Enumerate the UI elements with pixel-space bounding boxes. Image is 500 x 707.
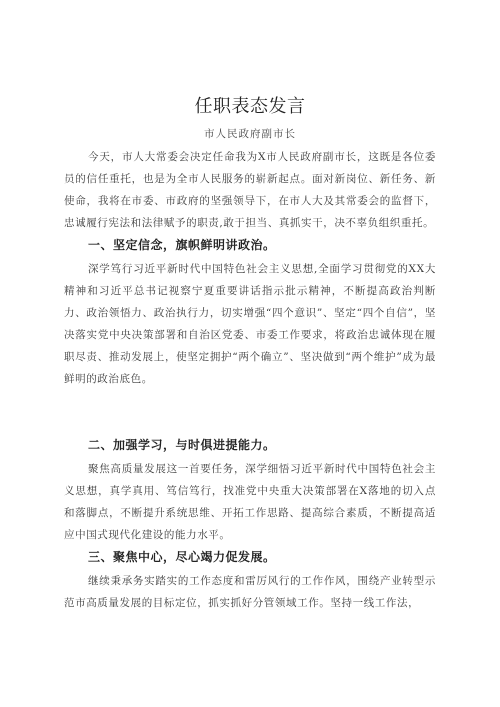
section-2-heading: 二、加强学习，与时俱进提能力。 [88, 438, 276, 452]
section-1-heading: 一、坚定信念，旗帜鲜明讲政治。 [88, 238, 276, 252]
document-title: 任职表态发言 [194, 96, 306, 117]
intro-paragraph: 今天，市人大常委会决定任命我为X市人民政府副市长，这既是各位委员的信任重托，也是为全市人民服务的崭新起点。面对新岗位、新任务、新使命，我将在市委、市政府的坚强领导下，在市人大及其常委会的监督下，忠诚履行宪法和法律赋予的职责,敢于担当、真抓实干，决不辜负组织重托。 [64, 151, 436, 229]
section-2-paragraph: 聚焦高质量发展这一首要任务，深学细悟习近平新时代中国特色社会主义思想，真学真用、笃信笃行，找准党中央重大决策部署在X落地的切入点和落脚点，不断提升系统思维、开拓工作思路、提高综合素质，不断提高适应中国式现代化建设的能力水平。 [64, 463, 436, 541]
section-3-heading: 三、聚焦中心，尽心竭力促发展。 [88, 550, 276, 564]
document-byline: 市人民政府副市长 [204, 128, 296, 140]
section-1-paragraph: 深学笃行习近平新时代中国特色社会主义思想,全面学习贯彻党的XX大精神和习近平总书记视察宁夏重要讲话指示批示精神，不断提高政治判断力、政治领悟力、政治执行力，切实增强“四个意识”、坚定“四个自信”，坚决落实党中央决策部署和自治区党委、市委工作要求，将政治忠诚体现在履职尽责、推动发展上，使坚定拥护“两个确立”、坚决做到“两个维护”成为最鲜明的政治底色。 [64, 263, 436, 385]
section-3-paragraph: 继续秉承务实踏实的工作态度和雷厉风行的工作作风，围绕产业转型示范市高质量发展的目标定位，抓实抓好分管领域工作。坚持一线工作法， [64, 575, 436, 609]
